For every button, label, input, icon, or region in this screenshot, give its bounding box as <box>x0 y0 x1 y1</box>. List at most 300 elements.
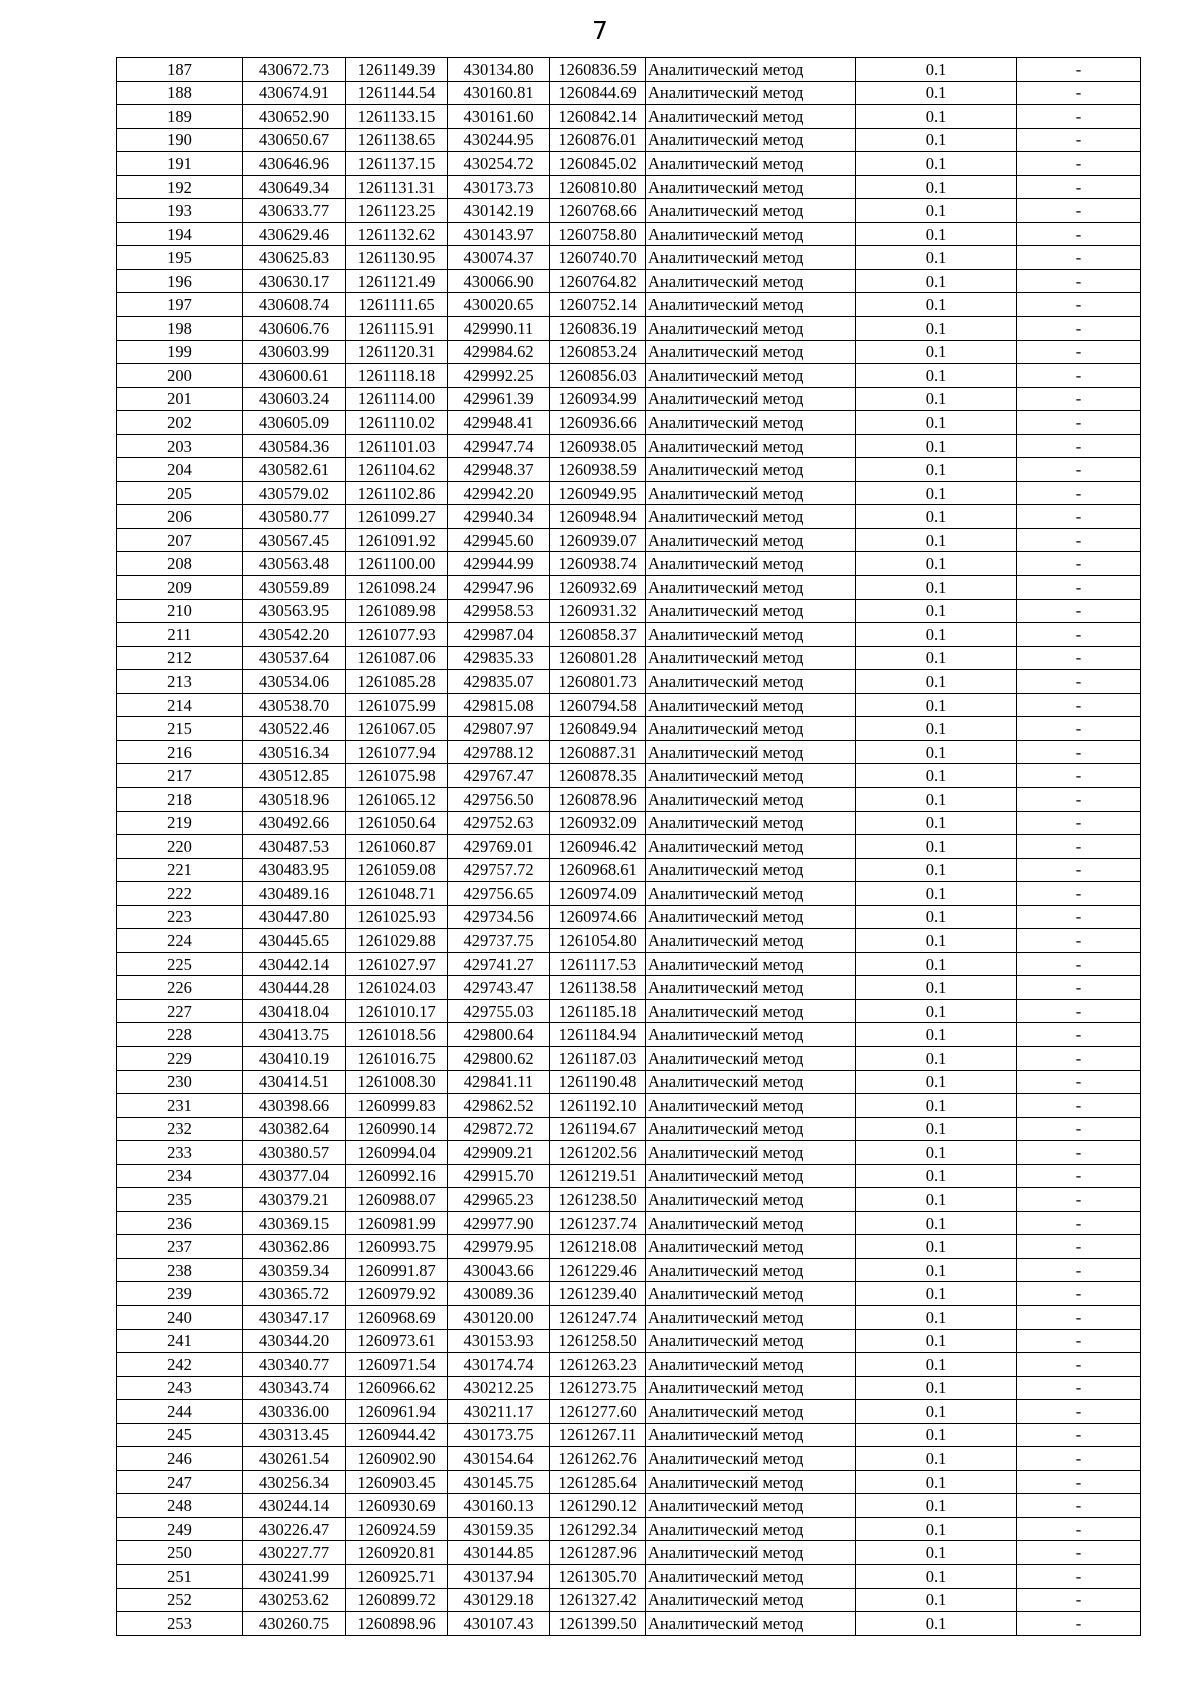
y-new-cell: 1261219.51 <box>550 1164 646 1188</box>
point-number-cell: 202 <box>117 411 243 435</box>
accuracy-cell: 0.1 <box>856 1494 1017 1518</box>
x-new-cell: 429755.03 <box>448 999 550 1023</box>
method-cell: Аналитический метод <box>646 317 856 341</box>
accuracy-cell: 0.1 <box>856 199 1017 223</box>
y-new-cell: 1261229.46 <box>550 1258 646 1282</box>
y-new-cell: 1260858.37 <box>550 623 646 647</box>
point-number-cell: 214 <box>117 693 243 717</box>
point-number-cell: 205 <box>117 481 243 505</box>
point-number-cell: 235 <box>117 1188 243 1212</box>
method-cell: Аналитический метод <box>646 105 856 129</box>
accuracy-cell: 0.1 <box>856 1353 1017 1377</box>
x-old-cell: 430606.76 <box>243 317 346 341</box>
accuracy-cell: 0.1 <box>856 1235 1017 1259</box>
table-row <box>117 175 1141 199</box>
note-cell: - <box>1017 340 1141 364</box>
method-cell: Аналитический метод <box>646 1565 856 1589</box>
table-row <box>117 246 1141 270</box>
x-old-cell: 430512.85 <box>243 764 346 788</box>
accuracy-cell: 0.1 <box>856 411 1017 435</box>
accuracy-cell: 0.1 <box>856 576 1017 600</box>
accuracy-cell: 0.1 <box>856 552 1017 576</box>
point-number-cell: 247 <box>117 1470 243 1494</box>
table-row <box>117 1235 1141 1259</box>
x-new-cell: 429743.47 <box>448 976 550 1000</box>
table-row <box>117 929 1141 953</box>
y-new-cell: 1260842.14 <box>550 105 646 129</box>
accuracy-cell: 0.1 <box>856 1447 1017 1471</box>
note-cell: - <box>1017 1258 1141 1282</box>
y-new-cell: 1260845.02 <box>550 152 646 176</box>
method-cell: Аналитический метод <box>646 693 856 717</box>
x-old-cell: 430567.45 <box>243 528 346 552</box>
method-cell: Аналитический метод <box>646 1353 856 1377</box>
accuracy-cell: 0.1 <box>856 1188 1017 1212</box>
method-cell: Аналитический метод <box>646 1305 856 1329</box>
x-new-cell: 430120.00 <box>448 1305 550 1329</box>
y-new-cell: 1261247.74 <box>550 1305 646 1329</box>
y-old-cell: 1261130.95 <box>346 246 448 270</box>
x-new-cell: 429945.60 <box>448 528 550 552</box>
table-row <box>117 1447 1141 1471</box>
table-row <box>117 1023 1141 1047</box>
table-row <box>117 905 1141 929</box>
x-new-cell: 430142.19 <box>448 199 550 223</box>
point-number-cell: 188 <box>117 81 243 105</box>
x-new-cell: 430129.18 <box>448 1588 550 1612</box>
x-old-cell: 430489.16 <box>243 882 346 906</box>
y-new-cell: 1260801.73 <box>550 670 646 694</box>
y-new-cell: 1260887.31 <box>550 740 646 764</box>
table-row <box>117 505 1141 529</box>
x-new-cell: 429769.01 <box>448 835 550 859</box>
y-new-cell: 1261187.03 <box>550 1046 646 1070</box>
accuracy-cell: 0.1 <box>856 505 1017 529</box>
x-new-cell: 429984.62 <box>448 340 550 364</box>
x-old-cell: 430445.65 <box>243 929 346 953</box>
table-row <box>117 835 1141 859</box>
note-cell: - <box>1017 105 1141 129</box>
y-new-cell: 1261287.96 <box>550 1541 646 1565</box>
note-cell: - <box>1017 599 1141 623</box>
point-number-cell: 216 <box>117 740 243 764</box>
note-cell: - <box>1017 740 1141 764</box>
x-old-cell: 430559.89 <box>243 576 346 600</box>
method-cell: Аналитический метод <box>646 1400 856 1424</box>
method-cell: Аналитический метод <box>646 340 856 364</box>
note-cell: - <box>1017 976 1141 1000</box>
x-new-cell: 430144.85 <box>448 1541 550 1565</box>
method-cell: Аналитический метод <box>646 1447 856 1471</box>
table-row <box>117 1282 1141 1306</box>
note-cell: - <box>1017 787 1141 811</box>
y-old-cell: 1261087.06 <box>346 646 448 670</box>
y-new-cell: 1260968.61 <box>550 858 646 882</box>
x-new-cell: 429992.25 <box>448 364 550 388</box>
accuracy-cell: 0.1 <box>856 222 1017 246</box>
point-number-cell: 239 <box>117 1282 243 1306</box>
y-new-cell: 1261185.18 <box>550 999 646 1023</box>
y-new-cell: 1260740.70 <box>550 246 646 270</box>
x-old-cell: 430256.34 <box>243 1470 346 1494</box>
table-row <box>117 434 1141 458</box>
method-cell: Аналитический метод <box>646 81 856 105</box>
accuracy-cell: 0.1 <box>856 58 1017 82</box>
method-cell: Аналитический метод <box>646 717 856 741</box>
point-number-cell: 200 <box>117 364 243 388</box>
point-number-cell: 211 <box>117 623 243 647</box>
y-old-cell: 1261008.30 <box>346 1070 448 1094</box>
y-new-cell: 1260974.09 <box>550 882 646 906</box>
table-row <box>117 1494 1141 1518</box>
point-number-cell: 232 <box>117 1117 243 1141</box>
y-new-cell: 1260801.28 <box>550 646 646 670</box>
y-new-cell: 1261190.48 <box>550 1070 646 1094</box>
x-new-cell: 429965.23 <box>448 1188 550 1212</box>
x-new-cell: 429737.75 <box>448 929 550 953</box>
x-new-cell: 429841.11 <box>448 1070 550 1094</box>
method-cell: Аналитический метод <box>646 1258 856 1282</box>
point-number-cell: 236 <box>117 1211 243 1235</box>
note-cell: - <box>1017 576 1141 600</box>
accuracy-cell: 0.1 <box>856 693 1017 717</box>
x-new-cell: 429741.27 <box>448 952 550 976</box>
method-cell: Аналитический метод <box>646 1423 856 1447</box>
table-row <box>117 458 1141 482</box>
y-old-cell: 1260993.75 <box>346 1235 448 1259</box>
table-row <box>117 481 1141 505</box>
table-row <box>117 1376 1141 1400</box>
y-old-cell: 1261120.31 <box>346 340 448 364</box>
method-cell: Аналитический метод <box>646 576 856 600</box>
y-old-cell: 1261077.94 <box>346 740 448 764</box>
note-cell: - <box>1017 764 1141 788</box>
point-number-cell: 238 <box>117 1258 243 1282</box>
table-row <box>117 1070 1141 1094</box>
note-cell: - <box>1017 858 1141 882</box>
table-row <box>117 976 1141 1000</box>
y-old-cell: 1260920.81 <box>346 1541 448 1565</box>
y-old-cell: 1261085.28 <box>346 670 448 694</box>
accuracy-cell: 0.1 <box>856 105 1017 129</box>
y-old-cell: 1261118.18 <box>346 364 448 388</box>
y-old-cell: 1260979.92 <box>346 1282 448 1306</box>
accuracy-cell: 0.1 <box>856 434 1017 458</box>
note-cell: - <box>1017 905 1141 929</box>
y-new-cell: 1261267.11 <box>550 1423 646 1447</box>
y-old-cell: 1260898.96 <box>346 1612 448 1636</box>
table-row <box>117 1046 1141 1070</box>
note-cell: - <box>1017 434 1141 458</box>
x-old-cell: 430241.99 <box>243 1565 346 1589</box>
method-cell: Аналитический метод <box>646 787 856 811</box>
table-row <box>117 1541 1141 1565</box>
accuracy-cell: 0.1 <box>856 1141 1017 1165</box>
x-new-cell: 429862.52 <box>448 1094 550 1118</box>
y-old-cell: 1260961.94 <box>346 1400 448 1424</box>
y-new-cell: 1261290.12 <box>550 1494 646 1518</box>
x-old-cell: 430649.34 <box>243 175 346 199</box>
x-new-cell: 429800.64 <box>448 1023 550 1047</box>
point-number-cell: 228 <box>117 1023 243 1047</box>
table-row <box>117 599 1141 623</box>
note-cell: - <box>1017 1188 1141 1212</box>
table-body <box>117 58 1141 1636</box>
accuracy-cell: 0.1 <box>856 717 1017 741</box>
x-new-cell: 429990.11 <box>448 317 550 341</box>
point-number-cell: 191 <box>117 152 243 176</box>
point-number-cell: 250 <box>117 1541 243 1565</box>
method-cell: Аналитический метод <box>646 811 856 835</box>
note-cell: - <box>1017 1376 1141 1400</box>
note-cell: - <box>1017 1517 1141 1541</box>
note-cell: - <box>1017 1282 1141 1306</box>
table-row <box>117 999 1141 1023</box>
y-old-cell: 1261067.05 <box>346 717 448 741</box>
table-row <box>117 1517 1141 1541</box>
accuracy-cell: 0.1 <box>856 269 1017 293</box>
x-new-cell: 429757.72 <box>448 858 550 882</box>
point-number-cell: 246 <box>117 1447 243 1471</box>
y-old-cell: 1261050.64 <box>346 811 448 835</box>
y-new-cell: 1260752.14 <box>550 293 646 317</box>
note-cell: - <box>1017 128 1141 152</box>
method-cell: Аналитический метод <box>646 58 856 82</box>
x-new-cell: 430145.75 <box>448 1470 550 1494</box>
y-new-cell: 1261277.60 <box>550 1400 646 1424</box>
x-old-cell: 430344.20 <box>243 1329 346 1353</box>
point-number-cell: 229 <box>117 1046 243 1070</box>
x-old-cell: 430584.36 <box>243 434 346 458</box>
x-new-cell: 429944.99 <box>448 552 550 576</box>
note-cell: - <box>1017 811 1141 835</box>
y-old-cell: 1261101.03 <box>346 434 448 458</box>
x-new-cell: 429800.62 <box>448 1046 550 1070</box>
y-old-cell: 1261091.92 <box>346 528 448 552</box>
point-number-cell: 248 <box>117 1494 243 1518</box>
x-new-cell: 430244.95 <box>448 128 550 152</box>
point-number-cell: 197 <box>117 293 243 317</box>
point-number-cell: 207 <box>117 528 243 552</box>
y-new-cell: 1260974.66 <box>550 905 646 929</box>
x-new-cell: 429961.39 <box>448 387 550 411</box>
point-number-cell: 187 <box>117 58 243 82</box>
note-cell: - <box>1017 458 1141 482</box>
x-old-cell: 430516.34 <box>243 740 346 764</box>
y-old-cell: 1260988.07 <box>346 1188 448 1212</box>
method-cell: Аналитический метод <box>646 999 856 1023</box>
page-number: 7 <box>592 16 608 45</box>
accuracy-cell: 0.1 <box>856 1470 1017 1494</box>
accuracy-cell: 0.1 <box>856 1423 1017 1447</box>
note-cell: - <box>1017 269 1141 293</box>
method-cell: Аналитический метод <box>646 1541 856 1565</box>
y-new-cell: 1261292.34 <box>550 1517 646 1541</box>
method-cell: Аналитический метод <box>646 199 856 223</box>
note-cell: - <box>1017 175 1141 199</box>
table-row <box>117 1612 1141 1636</box>
method-cell: Аналитический метод <box>646 1117 856 1141</box>
method-cell: Аналитический метод <box>646 1164 856 1188</box>
table-row <box>117 528 1141 552</box>
accuracy-cell: 0.1 <box>856 1094 1017 1118</box>
x-new-cell: 429807.97 <box>448 717 550 741</box>
y-old-cell: 1261027.97 <box>346 952 448 976</box>
y-new-cell: 1260768.66 <box>550 199 646 223</box>
x-new-cell: 430154.64 <box>448 1447 550 1471</box>
note-cell: - <box>1017 199 1141 223</box>
point-number-cell: 192 <box>117 175 243 199</box>
method-cell: Аналитический метод <box>646 552 856 576</box>
y-old-cell: 1261133.15 <box>346 105 448 129</box>
accuracy-cell: 0.1 <box>856 1023 1017 1047</box>
point-number-cell: 193 <box>117 199 243 223</box>
method-cell: Аналитический метод <box>646 128 856 152</box>
note-cell: - <box>1017 81 1141 105</box>
y-new-cell: 1261192.10 <box>550 1094 646 1118</box>
point-number-cell: 224 <box>117 929 243 953</box>
table-row <box>117 1353 1141 1377</box>
note-cell: - <box>1017 1565 1141 1589</box>
table-row <box>117 1141 1141 1165</box>
point-number-cell: 230 <box>117 1070 243 1094</box>
accuracy-cell: 0.1 <box>856 976 1017 1000</box>
y-old-cell: 1260899.72 <box>346 1588 448 1612</box>
x-old-cell: 430630.17 <box>243 269 346 293</box>
x-new-cell: 430074.37 <box>448 246 550 270</box>
table-row <box>117 1305 1141 1329</box>
note-cell: - <box>1017 1423 1141 1447</box>
method-cell: Аналитический метод <box>646 434 856 458</box>
method-cell: Аналитический метод <box>646 458 856 482</box>
accuracy-cell: 0.1 <box>856 1164 1017 1188</box>
accuracy-cell: 0.1 <box>856 340 1017 364</box>
method-cell: Аналитический метод <box>646 764 856 788</box>
x-new-cell: 429815.08 <box>448 693 550 717</box>
point-number-cell: 241 <box>117 1329 243 1353</box>
method-cell: Аналитический метод <box>646 646 856 670</box>
y-new-cell: 1261327.42 <box>550 1588 646 1612</box>
accuracy-cell: 0.1 <box>856 670 1017 694</box>
x-old-cell: 430492.66 <box>243 811 346 835</box>
table-row <box>117 1258 1141 1282</box>
y-old-cell: 1260925.71 <box>346 1565 448 1589</box>
point-number-cell: 195 <box>117 246 243 270</box>
x-new-cell: 430137.94 <box>448 1565 550 1589</box>
note-cell: - <box>1017 1211 1141 1235</box>
x-old-cell: 430625.83 <box>243 246 346 270</box>
y-old-cell: 1260971.54 <box>346 1353 448 1377</box>
y-new-cell: 1261239.40 <box>550 1282 646 1306</box>
accuracy-cell: 0.1 <box>856 1541 1017 1565</box>
accuracy-cell: 0.1 <box>856 1565 1017 1589</box>
y-old-cell: 1261075.98 <box>346 764 448 788</box>
table-row <box>117 317 1141 341</box>
note-cell: - <box>1017 1235 1141 1259</box>
x-new-cell: 429767.47 <box>448 764 550 788</box>
y-old-cell: 1261102.86 <box>346 481 448 505</box>
x-new-cell: 429788.12 <box>448 740 550 764</box>
note-cell: - <box>1017 835 1141 859</box>
table-row <box>117 387 1141 411</box>
y-old-cell: 1260966.62 <box>346 1376 448 1400</box>
y-old-cell: 1261114.00 <box>346 387 448 411</box>
accuracy-cell: 0.1 <box>856 1117 1017 1141</box>
y-new-cell: 1261305.70 <box>550 1565 646 1589</box>
accuracy-cell: 0.1 <box>856 1211 1017 1235</box>
table-row <box>117 105 1141 129</box>
x-old-cell: 430563.95 <box>243 599 346 623</box>
x-old-cell: 430227.77 <box>243 1541 346 1565</box>
accuracy-cell: 0.1 <box>856 1588 1017 1612</box>
x-old-cell: 430542.20 <box>243 623 346 647</box>
y-old-cell: 1260992.16 <box>346 1164 448 1188</box>
y-new-cell: 1260948.94 <box>550 505 646 529</box>
note-cell: - <box>1017 411 1141 435</box>
table-row <box>117 858 1141 882</box>
x-old-cell: 430646.96 <box>243 152 346 176</box>
y-new-cell: 1261194.67 <box>550 1117 646 1141</box>
accuracy-cell: 0.1 <box>856 599 1017 623</box>
y-old-cell: 1260994.04 <box>346 1141 448 1165</box>
method-cell: Аналитический метод <box>646 1494 856 1518</box>
method-cell: Аналитический метод <box>646 1023 856 1047</box>
y-old-cell: 1260981.99 <box>346 1211 448 1235</box>
method-cell: Аналитический метод <box>646 1376 856 1400</box>
note-cell: - <box>1017 1612 1141 1636</box>
note-cell: - <box>1017 387 1141 411</box>
y-old-cell: 1261100.00 <box>346 552 448 576</box>
x-old-cell: 430260.75 <box>243 1612 346 1636</box>
accuracy-cell: 0.1 <box>856 1070 1017 1094</box>
note-cell: - <box>1017 528 1141 552</box>
accuracy-cell: 0.1 <box>856 858 1017 882</box>
x-new-cell: 430043.66 <box>448 1258 550 1282</box>
note-cell: - <box>1017 1164 1141 1188</box>
table-row <box>117 340 1141 364</box>
note-cell: - <box>1017 1023 1141 1047</box>
x-new-cell: 429977.90 <box>448 1211 550 1235</box>
y-old-cell: 1261131.31 <box>346 175 448 199</box>
point-number-cell: 220 <box>117 835 243 859</box>
table-row <box>117 623 1141 647</box>
note-cell: - <box>1017 1141 1141 1165</box>
note-cell: - <box>1017 317 1141 341</box>
y-new-cell: 1260938.05 <box>550 434 646 458</box>
x-old-cell: 430362.86 <box>243 1235 346 1259</box>
y-old-cell: 1261115.91 <box>346 317 448 341</box>
x-old-cell: 430629.46 <box>243 222 346 246</box>
y-new-cell: 1260938.59 <box>550 458 646 482</box>
x-old-cell: 430442.14 <box>243 952 346 976</box>
accuracy-cell: 0.1 <box>856 481 1017 505</box>
method-cell: Аналитический метод <box>646 364 856 388</box>
y-old-cell: 1260930.69 <box>346 1494 448 1518</box>
x-old-cell: 430377.04 <box>243 1164 346 1188</box>
table-row <box>117 740 1141 764</box>
x-new-cell: 430143.97 <box>448 222 550 246</box>
x-old-cell: 430518.96 <box>243 787 346 811</box>
method-cell: Аналитический метод <box>646 882 856 906</box>
accuracy-cell: 0.1 <box>856 1305 1017 1329</box>
y-old-cell: 1261060.87 <box>346 835 448 859</box>
table-row <box>117 411 1141 435</box>
table-row <box>117 717 1141 741</box>
y-new-cell: 1260836.19 <box>550 317 646 341</box>
point-number-cell: 221 <box>117 858 243 882</box>
table-row <box>117 58 1141 82</box>
method-cell: Аналитический метод <box>646 905 856 929</box>
